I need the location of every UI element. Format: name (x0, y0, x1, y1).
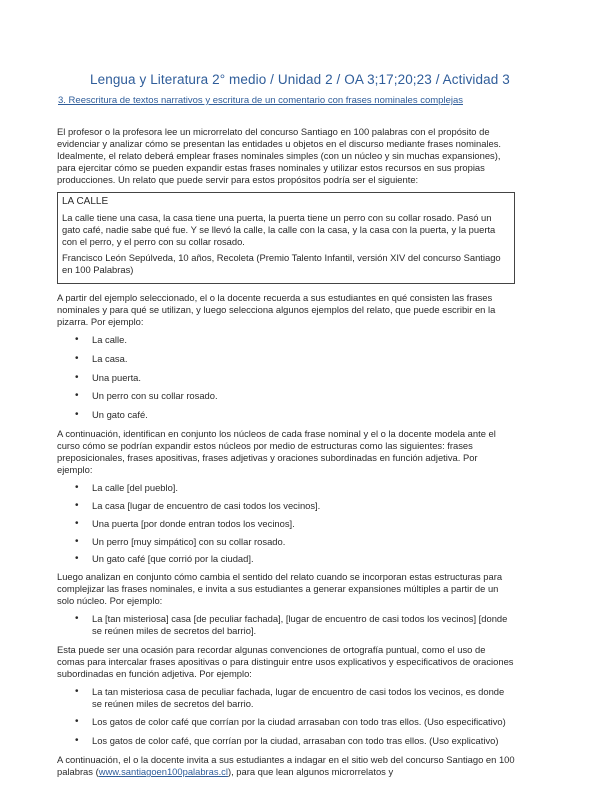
list-item: • La casa. (57, 353, 515, 365)
document-title: Lengua y Literatura 2° medio / Unidad 2 / OA 3;17;20;23 / Actividad 3 (90, 72, 510, 87)
list-item: • Un gato café. (57, 409, 515, 421)
list-item: • Una puerta. (57, 372, 515, 384)
paragraph-expansion-intro: A continuación, identifican en conjunto los núcleos de cada frase nominal y el o la docente modela ante el curso cómo se podrían expandir estos núcleos por medio de estructuras como las siguientes: frases preposicionales, frases apositivas, frases adjetivas y oraciones subordinadas en función adjetiva. Por ejemplo: (57, 428, 496, 475)
website-link[interactable]: www.santiagoen100palabras.cl (98, 766, 228, 778)
list-item: • Un gato café [que corrió por la ciudad]. (57, 553, 515, 565)
paragraph-multiple-expansions: Luego analizan en conjunto cómo cambia el sentido del relato cuando se incorporan estas estructuras para complejizar las frases nominales, e invita a sus estudiantes a generar expansiones múltiples a partir de un solo núcleo. Por ejemplo: (57, 571, 503, 607)
list-item: • La tan misteriosa casa de peculiar fachada, lugar de encuentro de casi todos los vecinos, es donde se reúnen miles de secretos del barrio. (57, 686, 515, 710)
intro-paragraph: El profesor o la profesora lee un microrrelato del concurso Santiago en 100 palabras con el propósito de evidenciar y analizar cómo se presentan las entidades u objetos en el discurso mediante frases nominales. Idealmente, el relato deberá emplear frases nominales simples (con un núcleo y sin muchas expansiones), para ejercitar cómo se pueden expandir estas frases nominales y utilizar estos recursos en sus propias producciones. Un relato que puede servir para estos propósitos podría ser el siguiente: (57, 126, 501, 185)
list-item: • Una puerta [por donde entran todos los vecinos]. (57, 518, 515, 530)
expanded-phrases-list (57, 482, 515, 566)
paragraph-punctuation: Esta puede ser una ocasión para recordar algunas convenciones de ortografía puntual, como el uso de comas para intercalar frases apositivas o para distinguir entre usos explicativos y especificativos de oraciones subordinadas en función adjetiva. Por ejemplo: (57, 643, 514, 679)
story-text: La calle tiene una casa, la casa tiene una puerta, la puerta tiene un perro con su collar rosado. Pasó un gato café, nadie sabe qué fue. Y se llevó la calle, la calle con la casa, y la casa con la puerta, y la puerta con el perro, y el perro con su collar rosado. (62, 212, 496, 248)
document-body (57, 126, 515, 784)
paragraph-website (57, 754, 515, 778)
punctuation-examples-list (57, 686, 515, 748)
list-item: • Un perro [muy simpático] con su collar rosado. (57, 536, 515, 548)
story-title: LA CALLE (62, 195, 109, 207)
section-title: 3. Reescritura de textos narrativos y escritura de un comentario con frases nominales complejas (58, 95, 463, 106)
story-author: Francisco León Sepúlveda, 10 años, Recoleta (Premio Talento Infantil, versión XIV del concurso Santiago en 100 Palabras) (62, 252, 501, 276)
list-item: • La casa [lugar de encuentro de casi todos los vecinos]. (57, 500, 515, 512)
list-item: • La [tan misteriosa] casa [de peculiar fachada], [lugar de encuentro de casi todos los vecinos] [donde se reúnen miles de secretos del barrio]. (57, 613, 515, 637)
list-item: • La calle. (57, 334, 515, 346)
website-text-before: A continuación, el o la docente invita a sus estudiantes a indagar en el sitio web del concurso Santiago en 100 palabras ( (57, 754, 515, 778)
simple-phrases-list (57, 334, 515, 422)
story-box (57, 192, 515, 284)
list-item: • Los gatos de color café que corrían por la ciudad arrasaban con todo tras ellos. (Uso especificativo) (57, 716, 515, 728)
list-item: • La calle [del pueblo]. (57, 482, 515, 494)
list-item: • Un perro con su collar rosado. (57, 390, 515, 402)
list-item: • Los gatos de color café, que corrían por la ciudad, arrasaban con todo tras ellos. (Uso explicativo) (57, 735, 515, 747)
multiple-expansions-list (57, 613, 515, 637)
website-text-after: ), para que lean algunos microrrelatos y (227, 766, 394, 778)
paragraph-examples-intro: A partir del ejemplo seleccionado, el o la docente recuerda a sus estudiantes en qué consisten las frases nominales y para qué se utilizan, y luego selecciona algunos ejemplos del relato, que puede escribir en la pizarra. Por ejemplo: (57, 291, 496, 327)
